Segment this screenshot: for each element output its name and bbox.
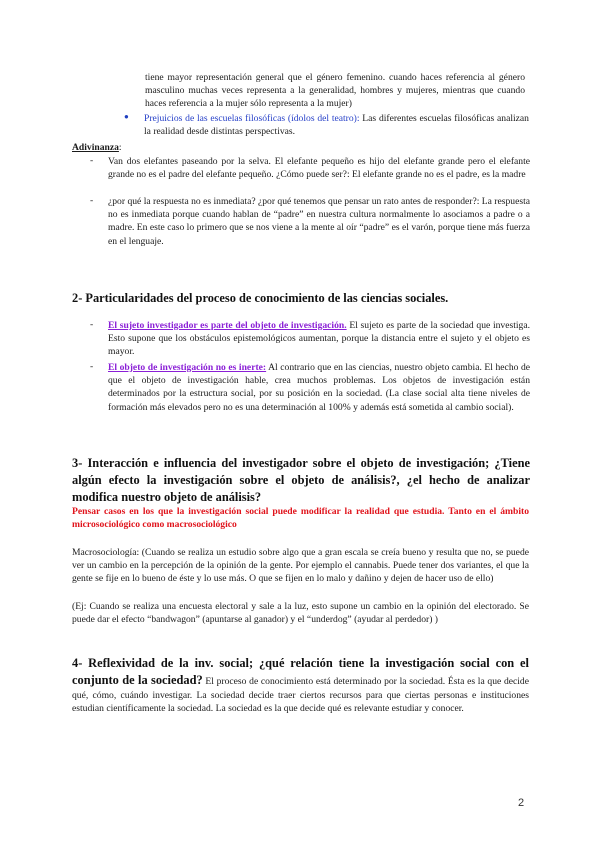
section2-item-label: El sujeto investigador es parte del objeto de investigación. [108, 320, 347, 331]
section4-body: El proceso de conocimiento está determinado por la sociedad. Ésta es la que decide qué, cómo, cuándo investigar. La sociedad decide traer ciertos recursos para que ciertas personas e instituciones estudian científicamente la sociedad. La sociedad es la que decide qué es relevante estudiar y conocer. [72, 676, 529, 715]
adivinanza-item-text: ¿por qué la respuesta no es inmediata? ¿por qué tenemos que pensar un rato antes de responder?: La respuesta no es inmediata porque cuando hablan de “padre” en nuestra cultura normalmente lo asociamos a padre o a madre. En este caso lo primero que se nos viene a la mente al oír “padre” es el varón, porque tiene más fuerza en el lenguaje. [108, 196, 530, 247]
section2-item-text [108, 361, 530, 414]
section2-item-body: Al contrario que en las ciencias, nuestro objeto cambia. El hecho de que el objeto de investigación hable, crea muchos problemas. Los objetos de investigación están determinados por la estructura social, por su posición en la sociedad. (La clase social alta tiene niveles de formación más elevados pero no es una determinación al 100% y además está sometida al cambio social). [108, 362, 531, 413]
page-number: 2 [518, 797, 525, 809]
section3-heading: 3- Interacción e influencia del investigador sobre el objeto de investigación; ¿Tiene algún efecto la investigación sobre el objeto de análisis?, ¿el hecho de analizar modifica nuestro objeto de análisis? [72, 456, 530, 504]
section2-heading: 2- Particularidades del proceso de conocimiento de las ciencias sociales. [72, 291, 449, 305]
adivinanza-title-text: Adivinanza [72, 142, 119, 153]
section3-example-paragraph: (Ej: Cuando se realiza una encuesta electoral y sale a la luz, esto supone un cambio en la opinión del electorado. Se puede dar el efecto “bandwagon” (apuntarse al ganador) y el “underdog” (ayudar al perdedor) ) [72, 601, 529, 626]
section3-red-note: Pensar casos en los que la investigación social puede modificar la realidad que estudia. Tanto en el ámbito microsociológico como macrosociológico [72, 506, 529, 531]
bullet-dot-icon: ● [124, 112, 129, 121]
section4-heading: 4- Reflexividad de la inv. social; ¿qué relación tiene la investigación social con el conjunto de la sociedad? [72, 656, 529, 687]
section2-item-label: El objeto de investigación no es inerte: [108, 362, 267, 373]
section2-item-body: El sujeto es parte de la sociedad que investiga. Esto supone que los obstáculos epistemológicos aumentan, porque la distancia entre el sujeto y el objeto es mayor. [108, 320, 530, 358]
dash-bullet: - [90, 361, 94, 372]
section2-item-text [108, 319, 530, 359]
adivinanza-item-text: Van dos elefantes paseando por la selva. El elefante pequeño es hijo del elefante grande pero el elefante grande no es el padre del elefante pequeño. ¿Cómo puede ser?: El elefante grande no es el padre, es la madre [108, 156, 530, 181]
dash-bullet: - [90, 155, 94, 166]
dash-bullet: - [90, 195, 94, 206]
section3-macro-paragraph: Macrosociología: (Cuando se realiza un estudio sobre algo que a gran escala se creía bueno y resulta que no, se puede ver un cambio en la percepción de la opinión de la gente. Por ejemplo el cannabis. Puede tener dos variantes, el que la gente se fije en lo bueno de éste y lo use más. O que se fijen en lo malo y dañino y dejen de hacer uso de ello) [72, 547, 529, 585]
bullet-prejuicios-label: Prejuicios de las escuelas filosóficas (ídolos del teatro): [144, 113, 360, 124]
adivinanza-colon: : [118, 142, 122, 153]
bullet-prejuicios-text [144, 112, 529, 138]
continuation-paragraph: tiene mayor representación general que el género femenino. cuando haces referencia al género masculino muchas veces representa a la generalidad, hombres y mujeres, mientras que cuando haces referencia a la mujer sólo representa a la mujer) [145, 72, 525, 110]
dash-bullet: - [90, 319, 94, 330]
section4-paragraph [72, 655, 529, 715]
bullet-prejuicios-body: Las diferentes escuelas filosóficas analizan la realidad desde distintas perspectivas. [144, 113, 529, 138]
adivinanza-title [72, 141, 122, 154]
